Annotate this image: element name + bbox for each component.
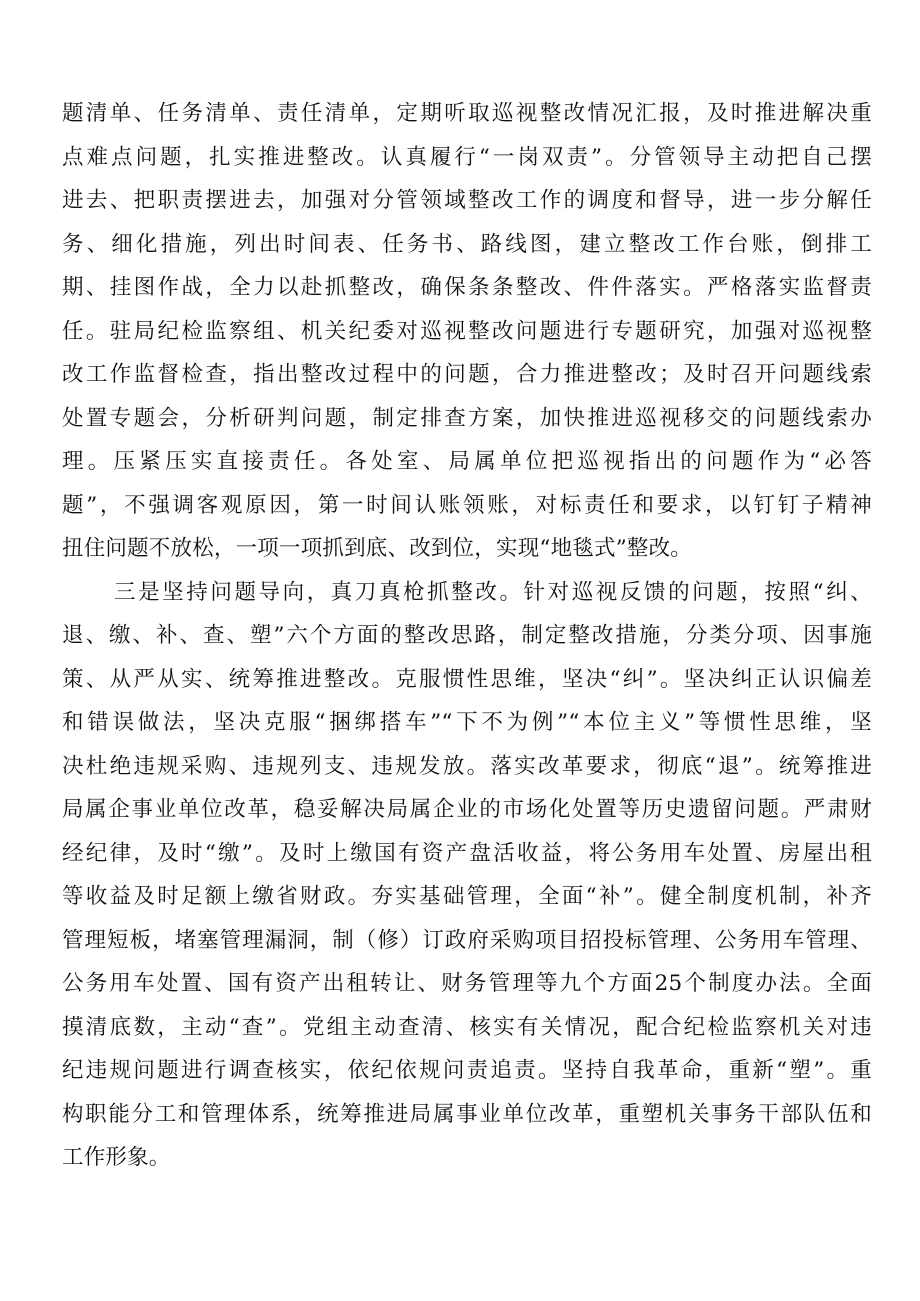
text-line: 和错误做法，坚决克服“捆绑搭车”“下不为例”“本位主义”等惯性思维，坚 [62, 710, 872, 735]
text-line: 纪违规问题进行调查核实，依纪依规问责追责。坚持自我革命，重新“塑”。重 [62, 1058, 872, 1083]
text-line: 处置专题会，分析研判问题，制定排查方案，加快推进巡视移交的问题线索办 [62, 405, 872, 431]
text-line: 等收益及时足额上缴省财政。夯实基础管理，全面“补”。健全制度机制，补齐 [62, 884, 872, 909]
paragraph-end-line: 扭住问题不放松，一项一项抓到底、改到位，实现“地毯式”整改。 [62, 536, 692, 561]
document-body [62, 92, 872, 1180]
text-line: 题”，不强调客观原因，第一时间认账领账，对标责任和要求，以钉钉子精神 [62, 492, 872, 518]
text-line: 公务用车处置、国有资产出租转让、财务管理等九个方面25个制度办法。全面 [62, 971, 872, 996]
text-line: 摸清底数，主动“查”。党组主动查清、核实有关情况，配合纪检监察机关对违 [62, 1014, 872, 1040]
text-line: 任。驻局纪检监察组、机关纪委对巡视整改问题进行专题研究，加强对巡视整 [62, 318, 872, 344]
text-line: 期、挂图作战，全力以赴抓整改，确保条条整改、件件落实。严格落实监督责 [62, 275, 872, 300]
text-line: 题清单、任务清单、责任清单，定期听取巡视整改情况汇报，及时推进解决重 [62, 101, 872, 126]
text-line: 务、细化措施，列出时间表、任务书、路线图，建立整改工作台账，倒排工 [62, 231, 872, 257]
text-line: 决杜绝违规采购、违规列支、违规发放。落实改革要求，彻底“退”。统筹推进 [62, 753, 872, 779]
text-line: 点难点问题，扎实推进整改。认真履行“一岗双责”。分管领导主动把自己摆 [62, 144, 872, 170]
paragraph-end-line: 工作形象。 [62, 1145, 171, 1170]
paragraph-first-line: 三是坚持问题导向，真刀真枪抓整改。针对巡视反馈的问题，按照“纠、 [114, 579, 872, 605]
text-line: 进去、把职责摆进去，加强对分管领域整改工作的调度和督导，进一步分解任 [62, 188, 872, 213]
text-line: 局属企事业单位改革，稳妥解决局属企业的市场化处置等历史遗留问题。严肃财 [62, 797, 872, 822]
text-line: 经纪律，及时“缴”。及时上缴国有资产盘活收益，将公务用车处置、房屋出租 [62, 840, 872, 866]
text-line: 策、从严从实、统筹推进整改。克服惯性思维，坚决“纠”。坚决纠正认识偏差 [62, 666, 872, 692]
text-line: 理。压紧压实直接责任。各处室、局属单位把巡视指出的问题作为“必答 [62, 449, 872, 474]
text-line: 构职能分工和管理体系，统筹推进局属事业单位改革，重塑机关事务干部队伍和 [62, 1101, 872, 1127]
text-line: 管理短板，堵塞管理漏洞，制（修）订政府采购项目招投标管理、公务用车管理、 [62, 927, 872, 953]
text-line: 退、缴、补、查、塑”六个方面的整改思路，制定整改措施，分类分项、因事施 [62, 623, 872, 648]
text-line: 改工作监督检查，指出整改过程中的问题，合力推进整改；及时召开问题线索 [62, 362, 872, 387]
